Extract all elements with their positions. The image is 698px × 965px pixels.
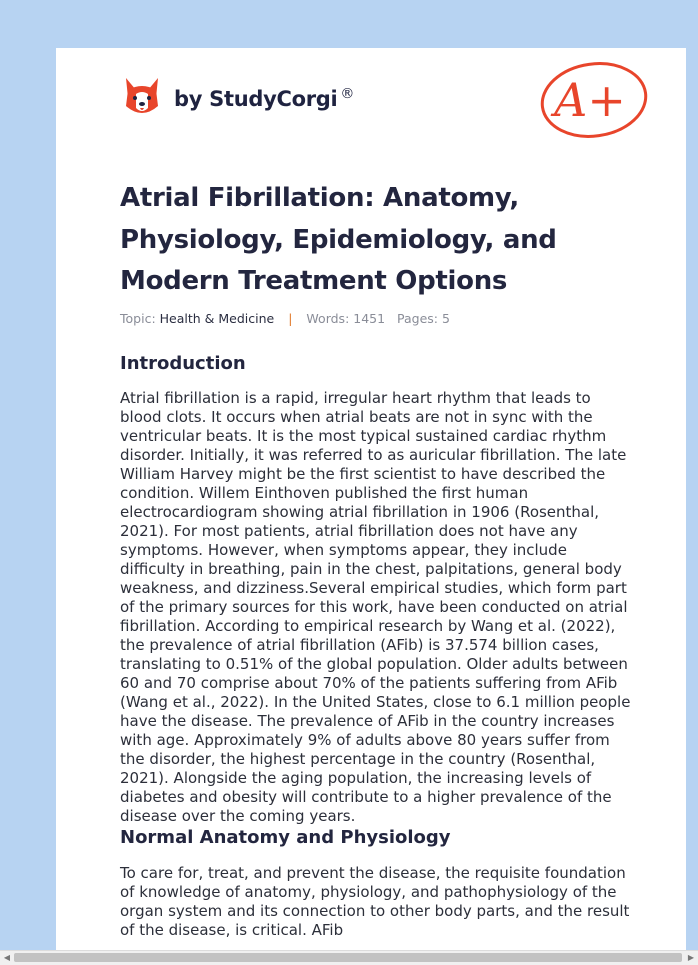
horizontal-scrollbar[interactable] — [0, 950, 698, 965]
registered-mark: ® — [340, 85, 355, 102]
words-label: Words: — [306, 311, 350, 326]
section-heading-anatomy: Normal Anatomy and Physiology — [120, 827, 451, 848]
document-meta — [120, 311, 450, 326]
essay-content — [120, 352, 635, 940]
grade-badge — [538, 58, 650, 146]
introduction-paragraph: Atrial fibrillation is a rapid, irregular heart rhythm that leads to blood clots. It occurs when atrial beats are not in sync with the ventricular beats. It is the most typical sustained cardiac rhythm disorder. Initially, it was referred to as auricular fibrillation. The late William Harvey might be the first scientist to have described the condition. Willem Einthoven published the first human electrocardiogram showing atrial fibrillation in 1906 (Rosenthal, 2021). For most patients, atrial fibrillation does not have any symptoms. However, when symptoms appear, they include difficulty in breathing, pain in the chest, palpitations, general body weakness, and dizziness.Several empirical studies, which form part of the primary sources for this work, have been conducted on atrial fibrillation. According to empirical research by Wang et al. (2022), the prevalence of atrial fibrillation (AFib) is 37.574 billion cases, translating to 0.51% of the global population. Older adults between 60 and 70 comprise about 70% of the patients suffering from AFib (Wang et al., 2022). In the United States, close to 6.1 million people have the disease. The prevalence of AFib in the country increases with age. Approximately 9% of adults above 80 years suffer from the disorder, the highest percentage in the country (Rosenthal, 2021). Alongside the aging population, the increasing levels of diabetes and obesity will contribute to a higher prevalence of the disease over the coming years. — [120, 389, 631, 825]
arrow-right-icon[interactable]: ▶ — [687, 953, 695, 962]
corgi-icon — [122, 76, 162, 120]
logo-text: by StudyCorgi ® — [174, 85, 355, 111]
topic-label: Topic: — [120, 311, 156, 326]
document-page — [56, 48, 686, 952]
anatomy-paragraph: To care for, treat, and prevent the disease, the requisite foundation of knowledge of anatomy, physiology, and pathophysiology of the organ system and its connection to other body parts, and the result of the disease, is critical. AFib — [120, 864, 630, 939]
words-value: 1451 — [353, 311, 386, 326]
scrollbar-thumb[interactable] — [14, 953, 682, 962]
studycorgi-logo[interactable] — [122, 76, 354, 120]
section-heading-introduction: Introduction — [120, 353, 246, 374]
topic-link[interactable]: Health & Medicine — [159, 311, 275, 326]
pages-value: 5 — [441, 311, 450, 326]
grade-text: A+ — [554, 73, 626, 127]
pages-label: Pages: — [397, 311, 438, 326]
arrow-left-icon[interactable]: ◀ — [3, 953, 11, 962]
meta-separator: | — [288, 311, 293, 326]
page-title: Atrial Fibrillation: Anatomy, Physiology, Epidemiology, and Modern Treatment Options — [120, 183, 557, 296]
